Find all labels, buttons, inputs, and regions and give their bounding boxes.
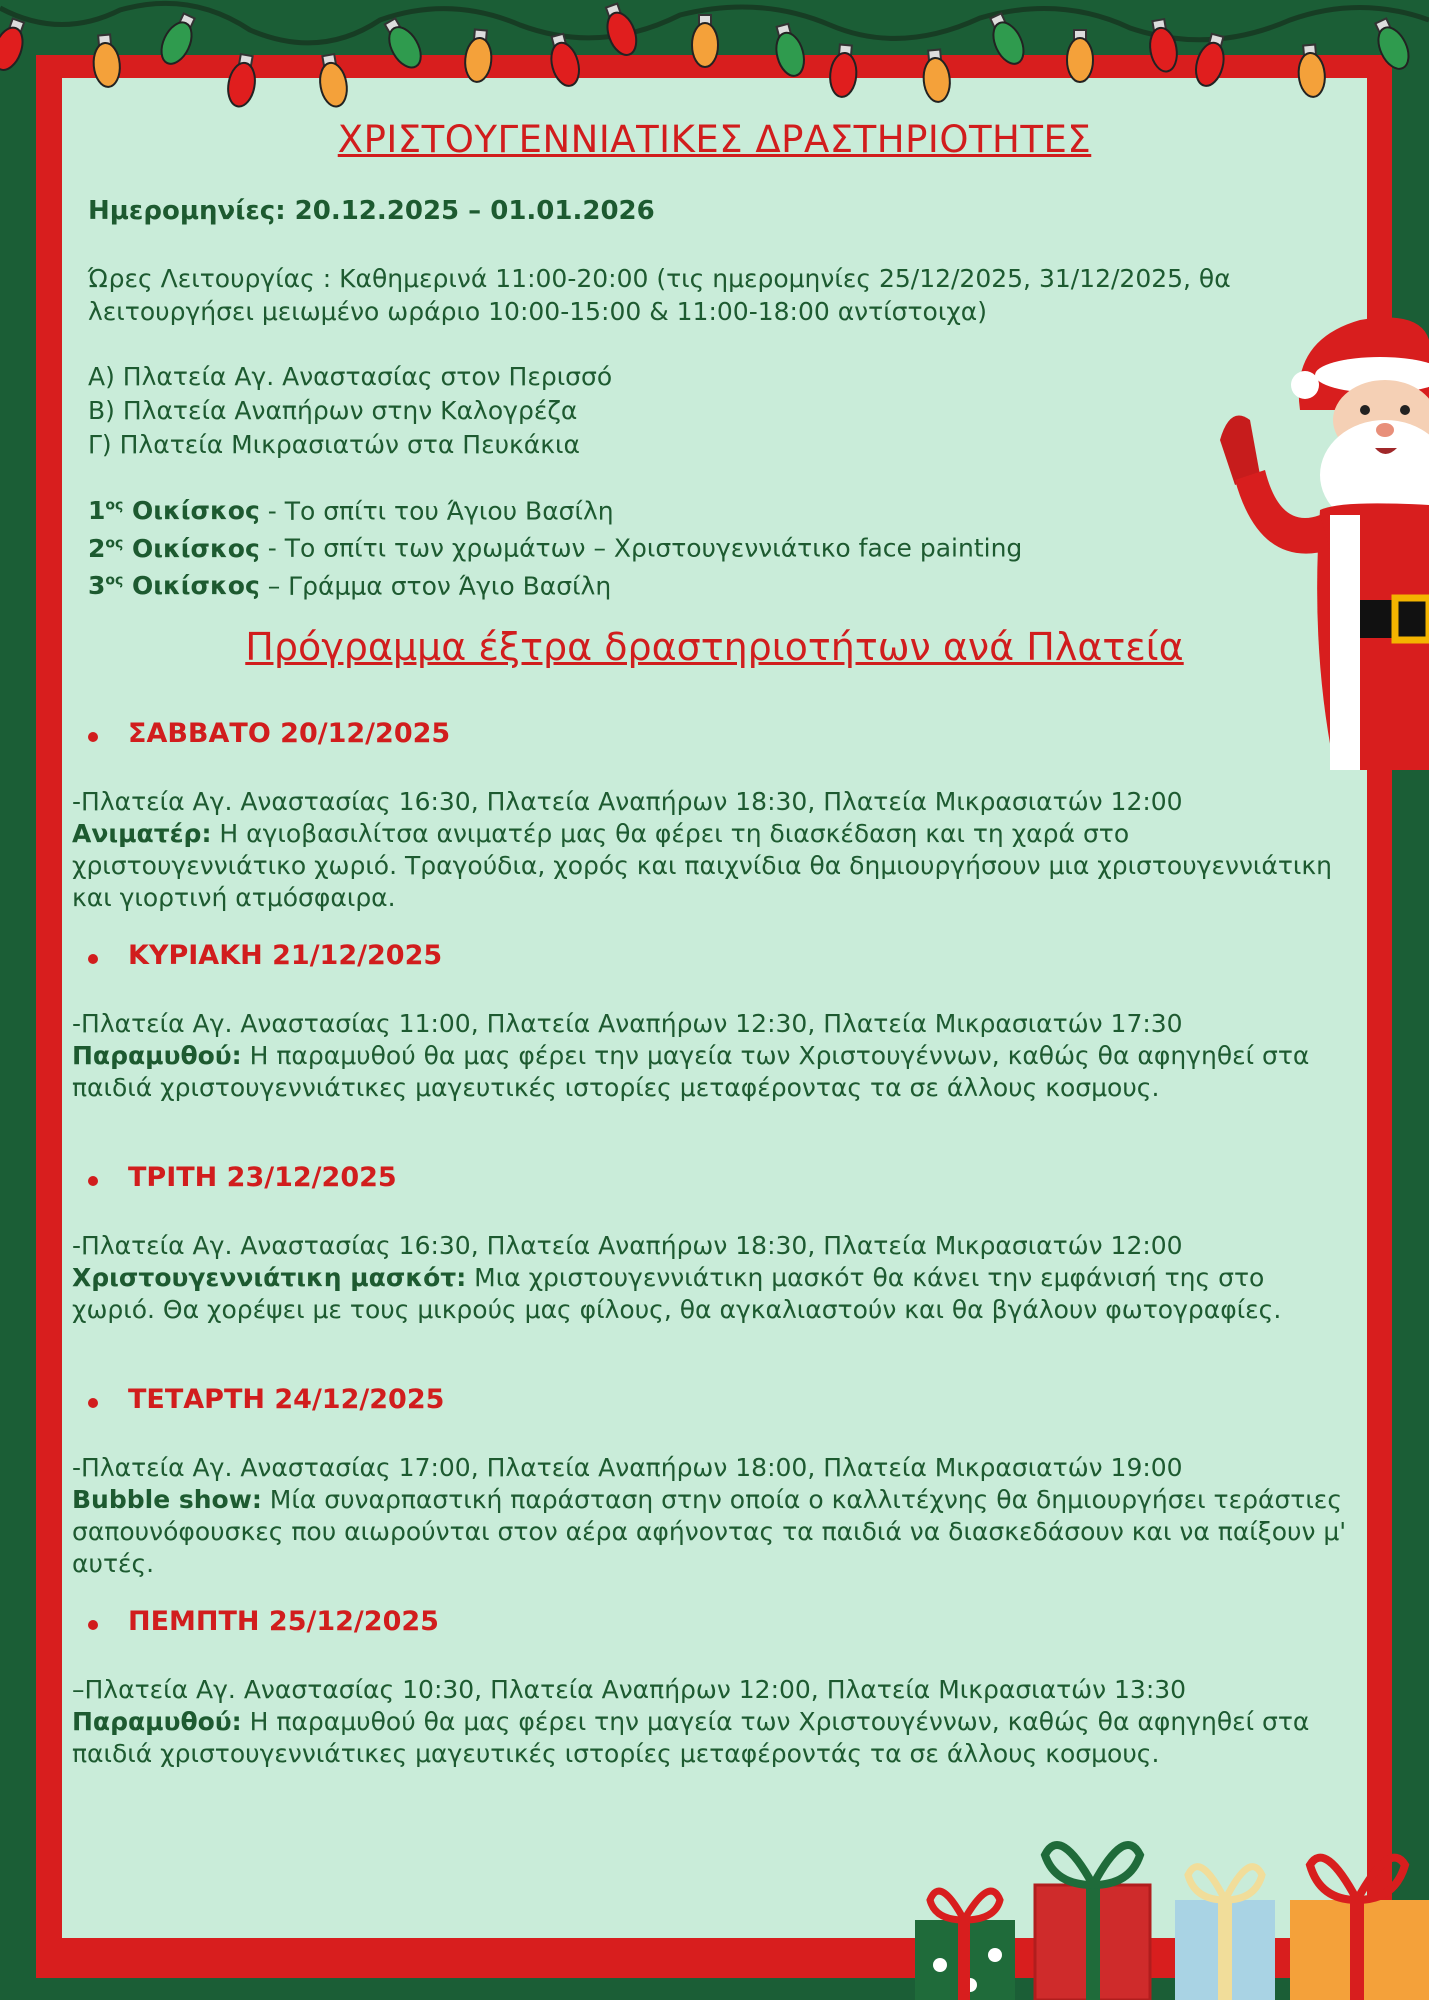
activity-description: Μια χριστουγεννιάτικη μασκότ θα κάνει την εμφάνισή της στο χωριό. Θα χορέψει με τους μικρούς μας φίλους, θα αγκαλιαστούν και θα βγάλουν φωτογραφίες. <box>72 1263 1282 1324</box>
day-title: ΤΕΤΑΡΤΗ 24/12/2025 <box>128 1384 445 1415</box>
day-title: ΤΡΙΤΗ 23/12/2025 <box>128 1162 397 1193</box>
bullet-icon <box>88 1398 98 1408</box>
activity-label: Παραμυθού: <box>72 1707 242 1736</box>
bullet-icon <box>88 1620 98 1630</box>
square-item-a: Α) Πλατεία Αγ. Αναστασίας στον Περισσό <box>88 362 613 391</box>
square-item-b: Β) Πλατεία Αναπήρων στην Καλογρέζα <box>88 396 578 425</box>
event-dates: Ημερομηνίες: 20.12.2025 – 01.01.2026 <box>88 196 655 226</box>
kiosks-list <box>88 490 1022 602</box>
day-body <box>72 1230 1352 1326</box>
day-title: ΚΥΡΙΑΚΗ 21/12/2025 <box>128 940 443 971</box>
activity-description: Η παραμυθού θα μας φέρει την μαγεία των Χριστουγέννων, καθώς θα αφηγηθεί στα παιδιά χριστουγεννιάτικες μαγευτικές ιστορίες μεταφέροντας τα σε άλλους κοσμους. <box>72 1041 1310 1102</box>
bullet-icon <box>88 1176 98 1186</box>
squares-list <box>88 360 612 462</box>
day-title: ΠΕΜΠΤΗ 25/12/2025 <box>128 1606 439 1637</box>
kiosk-item-2: $2^{o\varsigma}$ Οικίσκος - Το σπίτι των χρωμάτων – Χριστουγεννιάτικο face painting <box>88 533 1023 563</box>
day-times: -Πλατεία Αγ. Αναστασίας 16:30, Πλατεία Αναπήρων 18:30, Πλατεία Μικρασιατών 12:00 <box>72 787 1183 816</box>
day-section-tuesday <box>72 1162 1352 1326</box>
day-times: -Πλατεία Αγ. Αναστασίας 17:00, Πλατεία Αναπήρων 18:00, Πλατεία Μικρασιατών 19:00 <box>72 1453 1183 1482</box>
square-item-c: Γ) Πλατεία Μικρασιατών στα Πευκάκια <box>88 430 580 459</box>
activity-label: Ανιματέρ: <box>72 819 212 848</box>
day-section-thursday <box>72 1606 1352 1770</box>
day-body <box>72 1008 1352 1104</box>
page-title: ΧΡΙΣΤΟΥΓΕΝΝΙΑΤΙΚΕΣ ΔΡΑΣΤΗΡΙΟΤΗΤΕΣ <box>337 118 1092 161</box>
activity-label: Παραμυθού: <box>72 1041 242 1070</box>
activity-description: Μία συναρπαστική παράσταση στην οποία ο καλλιτέχνης θα δημιουργήσει τεράστιες σαπουνόφουσκες που αιωρούνται στον αέρα αφήνοντας τα παιδιά να διασκεδάσουν και να παίξουν μ' αυτές. <box>72 1485 1347 1578</box>
bullet-icon <box>88 954 98 964</box>
kiosk-item-1: $1^{o\varsigma}$ Οικίσκος - Το σπίτι του Άγιου Βασίλη <box>88 496 614 526</box>
bullet-icon <box>88 732 98 742</box>
day-section-wednesday <box>72 1384 1352 1580</box>
activity-label: Bubble show: <box>72 1485 262 1514</box>
day-times: -Πλατεία Αγ. Αναστασίας 16:30, Πλατεία Αναπήρων 18:30, Πλατεία Μικρασιατών 12:00 <box>72 1231 1183 1260</box>
day-section-sunday <box>72 940 1352 1104</box>
day-body <box>72 1452 1352 1580</box>
program-subtitle: Πρόγραμμα έξτρα δραστηριοτήτων ανά Πλατεία <box>245 625 1184 669</box>
day-title: ΣΑΒΒΑΤΟ 20/12/2025 <box>128 718 451 749</box>
day-body <box>72 1674 1352 1770</box>
operating-hours: Ώρες Λειτουργίας : Καθημερινά 11:00-20:00 (τις ημερομηνίες 25/12/2025, 31/12/2025, θα λειτουργήσει μειωμένο ωράριο 10:00-15:00 & 11:00-18:00 αντίστοιχα) <box>88 264 1231 326</box>
activity-label: Χριστουγεννιάτικη μασκότ: <box>72 1263 467 1292</box>
kiosk-item-3: $3^{o\varsigma}$ Οικίσκος – Γράμμα στον Άγιο Βασίλη <box>88 570 612 600</box>
day-body <box>72 786 1352 914</box>
activity-description: Η παραμυθού θα μας φέρει την μαγεία των Χριστουγέννων, καθώς θα αφηγηθεί στα παιδιά χριστουγεννιάτικες μαγευτικές ιστορίες μεταφέροντάς τα σε άλλους κοσμους. <box>72 1707 1310 1768</box>
day-section-saturday <box>72 718 1352 914</box>
activity-description: Η αγιοβασιλίτσα ανιματέρ μας θα φέρει τη διασκέδαση και τη χαρά στο χριστουγεννιάτικο χωριό. Τραγούδια, χορός και παιχνίδια θα δημιουργήσουν μια χριστουγεννιάτικη και γιορτινή ατμόσφαιρα. <box>72 819 1332 912</box>
day-times: -Πλατεία Αγ. Αναστασίας 11:00, Πλατεία Αναπήρων 12:30, Πλατεία Μικρασιατών 17:30 <box>72 1009 1183 1038</box>
day-times: –Πλατεία Αγ. Αναστασίας 10:30, Πλατεία Αναπήρων 12:00, Πλατεία Μικρασιατών 13:30 <box>72 1675 1187 1704</box>
